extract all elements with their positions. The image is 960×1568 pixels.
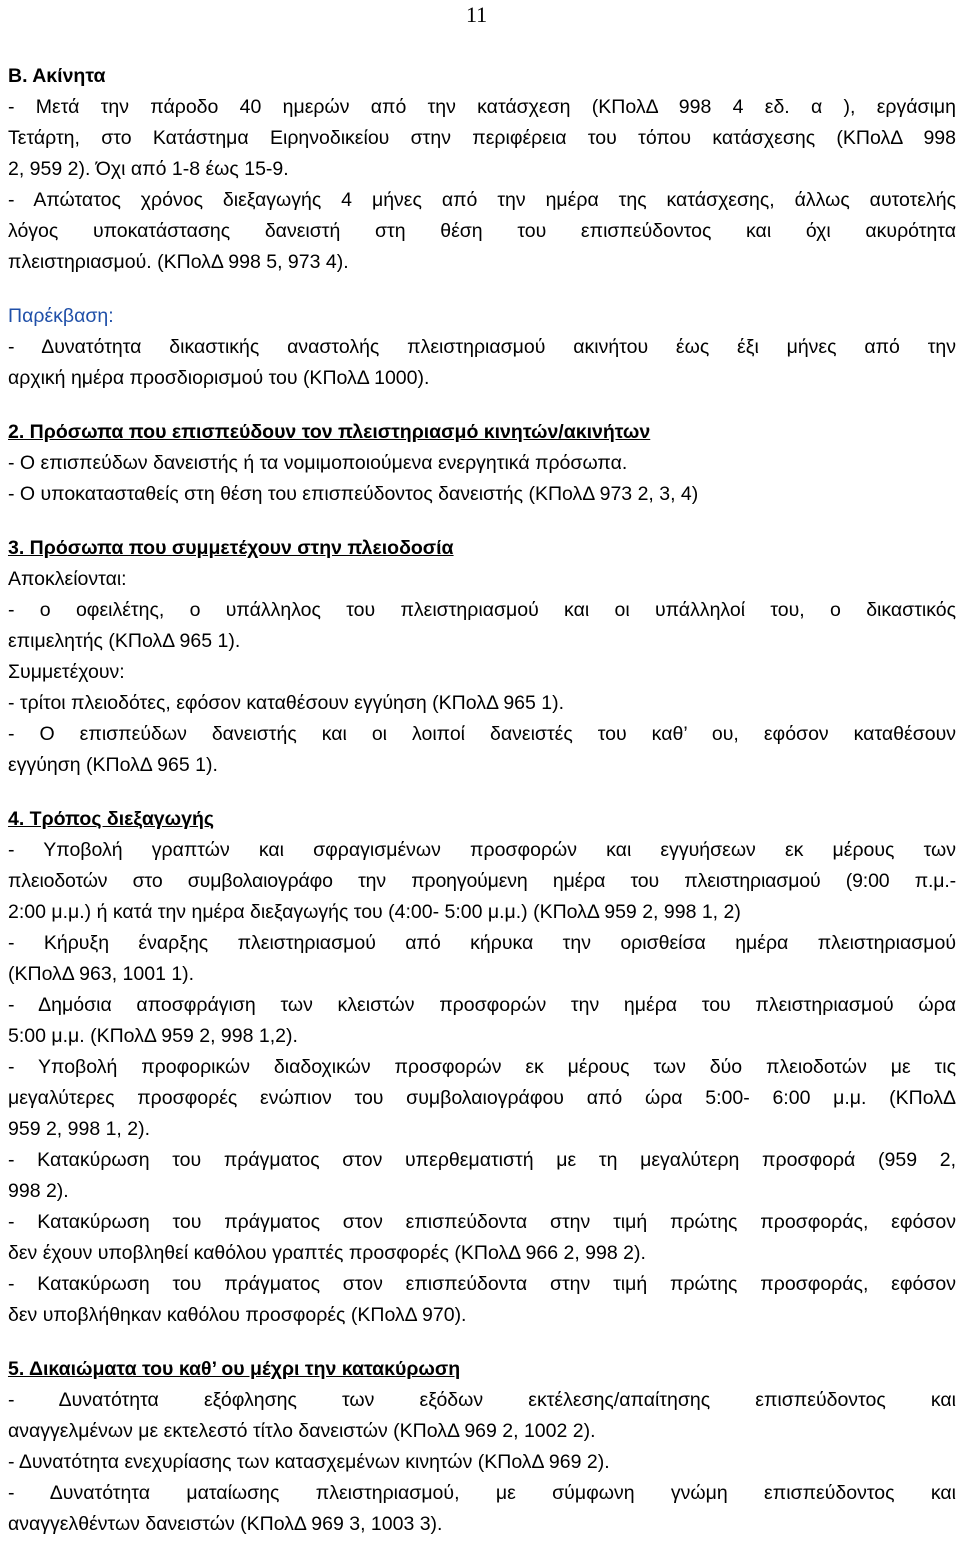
document-body [8, 61, 956, 1540]
text-line: μεγαλύτερες προσφορές ενώπιον του συμβολαιογράφου από ώρα 5:00- 6:00 μ.μ. (ΚΠολΔ [8, 1087, 956, 1109]
text-line: - Μετά την πάροδο 40 ημερών από την κατάσχεση (ΚΠολΔ 998 4 εδ. α ), εργάσιμη [8, 96, 956, 118]
text-line: 2, 959 2). Όχι από 1-8 έως 15-9. [8, 158, 289, 180]
text-line: αναγγελμένων με εκτελεστό τίτλο δανειστών (ΚΠολΔ 969 2, 1002 2). [8, 1420, 596, 1442]
paragraph-gap [8, 1331, 956, 1354]
text-line: - Απώτατος χρόνος διεξαγωγής 4 μήνες από την ημέρα της κατάσχεσης, άλλως αυτοτελής [8, 189, 956, 211]
section-heading: Β. Ακίνητα [8, 65, 106, 87]
text-line: - Κατακύρωση του πράγματος στον υπερθεματιστή με τη μεγαλύτερη προσφορά (959 2, [8, 1149, 956, 1171]
text-line: Συμμετέχουν: [8, 661, 125, 683]
text-line: - Κήρυξη έναρξης πλειστηριασμού από κήρυκα την ορισθείσα ημέρα πλειστηριασμού [8, 932, 956, 954]
text-line: επιμελητής (ΚΠολΔ 965 1). [8, 630, 241, 652]
text-line: - Υποβολή προφορικών διαδοχικών προσφορών εκ μέρους των δύο πλειοδοτών με τις [8, 1056, 956, 1078]
paragraph-gap [8, 510, 956, 533]
section-heading: 3. Πρόσωπα που συμμετέχουν στην πλειοδοσία [8, 537, 454, 559]
text-line: - Δυνατότητα δικαστικής αναστολής πλειστηριασμού ακινήτου έως έξι μήνες από την [8, 336, 956, 358]
text-line: εγγύηση (ΚΠολΔ 965 1). [8, 754, 218, 776]
text-line: πλειστηριασμού. (ΚΠολΔ 998 5, 973 4). [8, 251, 349, 273]
section-heading: 5. Δικαιώματα του καθ’ ου μέχρι την κατακύρωση [8, 1358, 461, 1380]
text-line: - Κατακύρωση του πράγματος στον επισπεύδοντα στην τιμή πρώτης προσφοράς, εφόσον [8, 1273, 956, 1295]
text-line: - Ο επισπεύδων δανειστής ή τα νομιμοποιούμενα ενεργητικά πρόσωπα. [8, 452, 628, 474]
text-line: - Δυνατότητα εξόφλησης των εξόδων εκτέλεσης/απαίτησης επισπεύδοντος και [8, 1389, 956, 1411]
text-line: 5:00 μ.μ. (ΚΠολΔ 959 2, 998 1,2). [8, 1025, 298, 1047]
text-line: πλειοδοτών στο συμβολαιογράφο την προηγούμενη ημέρα του πλειστηριασμού (9:00 π.μ.- [8, 870, 956, 892]
paragraph-gap [8, 781, 956, 804]
text-line: - Δυνατότητα ενεχυρίασης των κατασχεμένων κινητών (ΚΠολΔ 969 2). [8, 1451, 610, 1473]
text-line: αναγγελθέντων δανειστών (ΚΠολΔ 969 3, 1003 3). [8, 1513, 443, 1535]
text-line: 959 2, 998 1, 2). [8, 1118, 151, 1140]
section-heading: 2. Πρόσωπα που επισπεύδουν τον πλειστηριασμό κινητών/ακινήτων [8, 421, 651, 443]
text-line: αρχική ημέρα προσδιορισμού του (ΚΠολΔ 1000). [8, 367, 430, 389]
text-line: δεν υποβλήθηκαν καθόλου προσφορές (ΚΠολΔ 970). [8, 1304, 467, 1326]
text-line: - Ο επισπεύδων δανειστής και οι λοιποί δανειστές του καθ’ ου, εφόσον καταθέσουν [8, 723, 956, 745]
text-line: - τρίτοι πλειοδότες, εφόσον καταθέσουν εγγύηση (ΚΠολΔ 965 1). [8, 692, 565, 714]
paragraph-gap [8, 278, 956, 301]
text-line: Αποκλείονται: [8, 568, 127, 590]
text-line: Τετάρτη, στο Κατάστημα Ειρηνοδικείου στην περιφέρεια του τόπου κατάσχεσης (ΚΠολΔ 998 [8, 127, 956, 149]
text-line: δεν έχουν υποβληθεί καθόλου γραπτές προσφορές (ΚΠολΔ 966 2, 998 2). [8, 1242, 646, 1264]
text-line: - ο οφειλέτης, ο υπάλληλος του πλειστηριασμού και οι υπάλληλοί του, ο δικαστικός [8, 599, 956, 621]
text-line: - Κατακύρωση του πράγματος στον επισπεύδοντα στην τιμή πρώτης προσφοράς, εφόσον [8, 1211, 956, 1233]
paragraph-gap [8, 394, 956, 417]
subheading-label: Παρέκβαση: [8, 305, 114, 327]
text-line: 2:00 μ.μ.) ή κατά την ημέρα διεξαγωγής του (4:00- 5:00 μ.μ.) (ΚΠολΔ 959 2, 998 1, 2) [8, 901, 741, 923]
text-line: λόγος υποκατάστασης δανειστή στη θέση του επισπεύδοντος και όχι ακυρότητα [8, 220, 956, 242]
text-line: - Υποβολή γραπτών και σφραγισμένων προσφορών και εγγυήσεων εκ μέρους των [8, 839, 956, 861]
text-line: (ΚΠολΔ 963, 1001 1). [8, 963, 195, 985]
text-line: - Δυνατότητα ματαίωσης πλειστηριασμού, με σύμφωνη γνώμη επισπεύδοντος και [8, 1482, 956, 1504]
text-line: - Δημόσια αποσφράγιση των κλειστών προσφορών την ημέρα του πλειστηριασμού ώρα [8, 994, 956, 1016]
text-line: - Ο υποκατασταθείς στη θέση του επισπεύδοντος δανειστής (ΚΠολΔ 973 2, 3, 4) [8, 483, 699, 505]
section-heading: 4. Τρόπος διεξαγωγής [8, 808, 215, 830]
page-number: 11 [466, 2, 488, 27]
text-line: 998 2). [8, 1180, 69, 1202]
